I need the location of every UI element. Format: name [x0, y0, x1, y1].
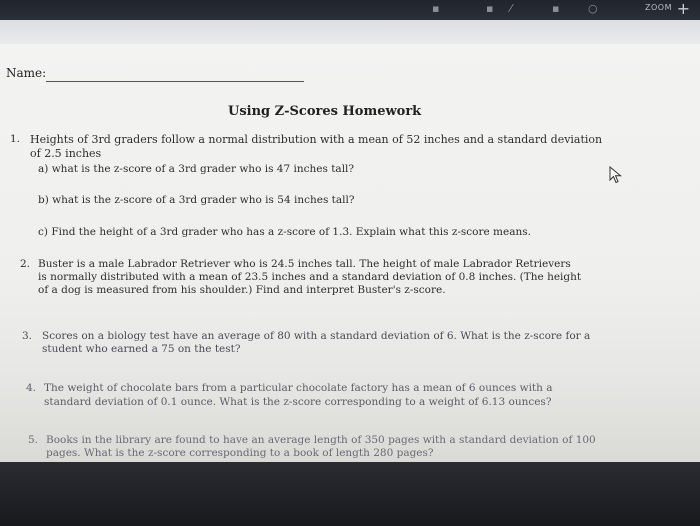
- question-5-line-1: Books in the library are found to have an average length of 350 pages with a standard deviation of 100: [46, 434, 596, 446]
- question-2-line-3: of a dog is measured from his shoulder.) Find and interpret Buster's z-score.: [38, 284, 446, 296]
- question-3-line-2: student who earned a 75 on the test?: [42, 343, 241, 355]
- question-1a: a) what is the z-score of a 3rd grader who is 47 inches tall?: [38, 163, 355, 175]
- worksheet-page: [0, 44, 700, 464]
- toolbar-icon[interactable]: ▪: [432, 2, 440, 15]
- mouse-cursor-icon: [609, 166, 623, 184]
- question-number: 3.: [22, 330, 33, 342]
- question-2-line-2: is normally distributed with a mean of 23.5 inches and a standard deviation of 0.8 inches. (The height: [38, 271, 582, 283]
- question-2-line-1: Buster is a male Labrador Retriever who is 24.5 inches tall. The height of male Labrador Retrievers: [38, 258, 571, 270]
- page-title: Using Z-Scores Homework: [228, 104, 422, 119]
- question-1-line-1: Heights of 3rd graders follow a normal distribution with a mean of 52 inches and a standard deviation: [30, 133, 603, 146]
- question-1b: b) what is the z-score of a 3rd grader who is 54 inches tall?: [38, 194, 355, 206]
- question-number: 4.: [26, 382, 37, 394]
- question-5-line-2: pages. What is the z-score corresponding to a book of length 280 pages?: [46, 447, 434, 459]
- question-3-line-1: Scores on a biology test have an average of 80 with a standard deviation of 6. What is the z-score for a: [42, 330, 591, 342]
- question-1-line-2: of 2.5 inches: [30, 147, 102, 160]
- toolbar-icon[interactable]: ⁄: [510, 2, 512, 15]
- question-number: 2.: [20, 258, 31, 270]
- name-label: Name:: [6, 66, 47, 80]
- refresh-icon[interactable]: ○: [588, 2, 598, 15]
- zoom-label[interactable]: ZOOM: [645, 3, 672, 12]
- question-1c: c) Find the height of a 3rd grader who has a z-score of 1.3. Explain what this z-score means.: [38, 226, 531, 238]
- question-number: 1.: [10, 133, 21, 145]
- question-4-line-1: The weight of chocolate bars from a particular chocolate factory has a mean of 6 ounces with a: [44, 382, 553, 394]
- toolbar-icon[interactable]: ▪: [486, 2, 494, 15]
- top-toolbar: [0, 0, 700, 20]
- question-4-line-2: standard deviation of 0.1 ounce. What is the z-score corresponding to a weight of 6.13 ounces?: [44, 396, 552, 408]
- question-number: 5.: [28, 434, 39, 446]
- window-band: [0, 20, 700, 44]
- plus-icon[interactable]: +: [676, 0, 690, 18]
- screen-bezel: [0, 462, 700, 526]
- toolbar-icon[interactable]: ▪: [552, 2, 560, 15]
- name-field-line: [46, 81, 304, 82]
